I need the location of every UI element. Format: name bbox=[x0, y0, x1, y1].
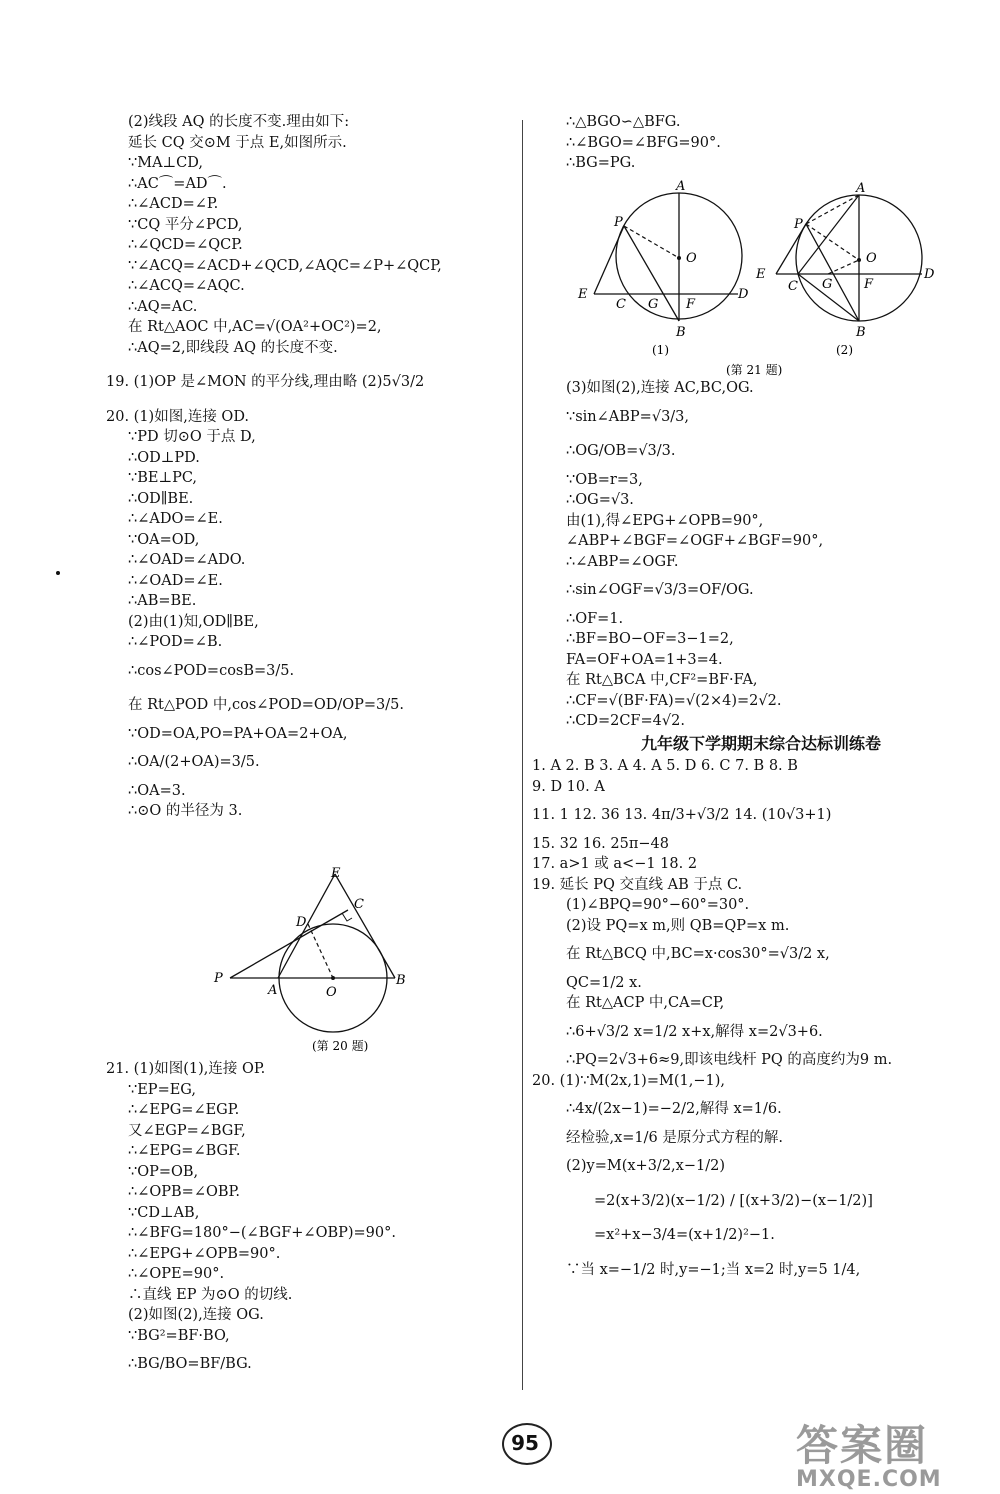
fig20-label-C: C bbox=[354, 897, 364, 912]
text-line: ∴BG=PG. bbox=[566, 155, 636, 171]
text-line: ∴OA/(2+OA)=3/5. bbox=[128, 754, 260, 770]
text-line: =x²+x−3/4=(x+1/2)²−1. bbox=[594, 1227, 775, 1243]
text-line: 延长 CQ 交⊙M 于点 E,如图所示. bbox=[128, 134, 347, 151]
fig21a-label-B: B bbox=[676, 325, 686, 340]
text-line: ∴△BGO∽△BFG. bbox=[566, 114, 681, 130]
figure-21 bbox=[566, 176, 946, 398]
text-line: ∴4x/(2x−1)=−2/2,解得 x=1/6. bbox=[566, 1101, 782, 1117]
answer-line: 11. 1 12. 36 13. 4π/3+√3/2 14. (10√3+1) bbox=[532, 807, 832, 823]
fig21a-label-O: O bbox=[686, 251, 697, 266]
left-column bbox=[106, 112, 508, 822]
text-line: ∵OA=OD, bbox=[128, 531, 200, 548]
text-line: ∴AC⌒=AD⌒. bbox=[128, 175, 227, 192]
answer-21-heading: 21. (1)如图(1),连接 OP. bbox=[106, 1061, 266, 1077]
text-line: ∴∠QCD=∠QCP. bbox=[128, 237, 243, 253]
answer-line: 20. (1)∵M(2x,1)=M(1,−1), bbox=[532, 1072, 725, 1089]
fig21a-label-F: F bbox=[686, 297, 696, 312]
text-line: (3)如图(2),连接 AC,BC,OG. bbox=[566, 380, 754, 396]
column-divider bbox=[522, 120, 523, 1390]
text-line: ∴PQ=2√3+6≈9,即该电线杆 PQ 的高度约为9 m. bbox=[566, 1052, 893, 1068]
fig20-label-D: D bbox=[296, 915, 307, 930]
fig20-label-P: P bbox=[214, 971, 223, 986]
text-line: ∴直线 EP 为⊙O 的切线. bbox=[128, 1286, 293, 1303]
text-line: 又∠EGP=∠BGF, bbox=[128, 1122, 246, 1139]
text-line: ∵PD 切⊙O 于点 D, bbox=[128, 429, 256, 445]
fig21b-label-O: O bbox=[866, 251, 877, 266]
watermark bbox=[796, 1413, 996, 1492]
fig21b-label-P: P bbox=[794, 217, 803, 232]
fig21a-label-A: A bbox=[676, 179, 686, 194]
left-column-q21 bbox=[106, 1059, 508, 1375]
fig21b-label-E: E bbox=[756, 267, 766, 282]
right-column-top bbox=[566, 112, 956, 174]
text-line: ∴6+√3/2 x=1/2 x+x,解得 x=2√3+6. bbox=[566, 1023, 823, 1040]
fig21a-label-D: D bbox=[738, 287, 749, 302]
text-line: ∴OA=3. bbox=[128, 782, 186, 799]
text-line: ∵当 x=−1/2 时,y=−1;当 x=2 时,y=5 1/4, bbox=[566, 1261, 861, 1278]
text-line: ∴OF=1. bbox=[566, 610, 624, 627]
text-line: 由(1),得∠EPG+∠OPB=90°, bbox=[566, 512, 764, 529]
text-line: ∴∠ADO=∠E. bbox=[128, 511, 223, 527]
text-line: (2)由(1)知,OD∥BE, bbox=[128, 613, 259, 630]
text-line: ∴OD⊥PD. bbox=[128, 449, 200, 466]
figure-21-1 bbox=[577, 179, 749, 357]
text-line: ∵MA⊥CD, bbox=[128, 155, 203, 171]
answer-line: 1. A 2. B 3. A 4. A 5. D 6. C 7. B 8. B bbox=[532, 758, 798, 774]
fig21b-label-G: G bbox=[822, 277, 833, 292]
fig20-label-A: A bbox=[268, 983, 278, 998]
text-line: ∴OG=√3. bbox=[566, 492, 634, 508]
text-line: 在 Rt△BCA 中,CF²=BF·FA, bbox=[566, 672, 758, 688]
text-line: ∴OG/OB=√3/3. bbox=[566, 443, 676, 459]
text-line: ∴∠ACD=∠P. bbox=[128, 196, 219, 212]
answer-line: 15. 32 16. 25π−48 bbox=[532, 835, 669, 852]
section-title: 九年级下学期期末综合达标训练卷 bbox=[640, 733, 881, 753]
answer-line: 17. a>1 或 a<−1 18. 2 bbox=[532, 856, 698, 872]
text-line: ∵sin∠ABP=√3/3, bbox=[566, 408, 690, 425]
fig21b-label-C: C bbox=[788, 279, 798, 294]
text-line: ∴AQ=2,即线段 AQ 的长度不变. bbox=[128, 339, 338, 356]
fig20-label-E: E bbox=[331, 866, 341, 881]
text-line: ∵CD⊥AB, bbox=[128, 1204, 200, 1221]
text-line: ∴∠OPB=∠OBP. bbox=[128, 1184, 240, 1200]
text-line: ∴∠OPE=90°. bbox=[128, 1266, 225, 1282]
figure-20 bbox=[200, 860, 430, 1060]
text-line: ∵BE⊥PC, bbox=[128, 470, 198, 486]
text-line: ∴∠EPG=∠EGP. bbox=[128, 1102, 240, 1118]
page-number-text: 95 bbox=[511, 1431, 539, 1455]
text-line: ∴BG/BO=BF/BG. bbox=[128, 1356, 252, 1372]
text-line: ∵OD=OA,PO=PA+OA=2+OA, bbox=[128, 725, 348, 742]
text-line: ∴cos∠POD=cosB=3/5. bbox=[128, 662, 295, 679]
text-line: 在 Rt△BCQ 中,BC=x·cos30°=√3/2 x, bbox=[566, 946, 830, 962]
text-line: ∠ABP+∠BGF=∠OGF+∠BGF=90°, bbox=[566, 533, 824, 549]
text-line: 在 Rt△AOC 中,AC=√(OA²+OC²)=2, bbox=[128, 319, 382, 335]
fig21-caption-1: (1) bbox=[652, 343, 669, 357]
fig21b-label-B: B bbox=[856, 325, 866, 340]
stray-dot bbox=[56, 571, 60, 575]
fig21-caption-2: (2) bbox=[836, 343, 853, 357]
text-line: ∵EP=EG, bbox=[128, 1081, 196, 1098]
answer-line: 9. D 10. A bbox=[532, 778, 605, 795]
text-line: ∴OD∥BE. bbox=[128, 490, 194, 507]
text-line: ∴sin∠OGF=√3/3=OF/OG. bbox=[566, 582, 754, 598]
fig21a-label-G: G bbox=[648, 297, 659, 312]
page-number bbox=[500, 1423, 550, 1463]
answer-line: 19. 延长 PQ 交直线 AB 于点 C. bbox=[532, 876, 743, 893]
text-line: ∴∠BFG=180°−(∠BGF+∠OBP)=90°. bbox=[128, 1225, 396, 1241]
text-line: (2)设 PQ=x m,则 QB=QP=x m. bbox=[566, 917, 790, 934]
text-line: ∴∠ACQ=∠AQC. bbox=[128, 278, 245, 294]
text-line: ∴CD=2CF=4√2. bbox=[566, 713, 685, 729]
text-line: ∵∠ACQ=∠ACD+∠QCD,∠AQC=∠P+∠QCP, bbox=[128, 257, 442, 274]
text-line: FA=OF+OA=1+3=4. bbox=[566, 651, 723, 668]
text-line: ∴BF=BO−OF=3−1=2, bbox=[566, 631, 734, 647]
fig21a-label-C: C bbox=[616, 297, 626, 312]
text-line: (2)如图(2),连接 OG. bbox=[128, 1307, 264, 1323]
text-line: ∴∠POD=∠B. bbox=[128, 634, 223, 650]
fig21a-label-E: E bbox=[578, 287, 588, 302]
text-line: ∴⊙O 的半径为 3. bbox=[128, 803, 243, 819]
fig21b-label-F: F bbox=[864, 277, 874, 292]
fig20-caption: (第 20 题) bbox=[312, 1039, 369, 1053]
text-line: ∴∠OAD=∠E. bbox=[128, 572, 223, 589]
text-line: ∴∠OAD=∠ADO. bbox=[128, 552, 246, 568]
text-line: 经检验,x=1/6 是原分式方程的解. bbox=[566, 1129, 783, 1146]
answer-19: 19. (1)OP 是∠MON 的平分线,理由略 (2)5√3/2 bbox=[106, 374, 425, 390]
text-line: ∵BG²=BF·BO, bbox=[128, 1327, 230, 1344]
text-line: ∴AB=BE. bbox=[128, 593, 197, 609]
text-line: (2)y=M(x+3/2,x−1/2) bbox=[566, 1158, 725, 1174]
text-line: =2(x+3/2)(x−1/2) / [(x+3/2)−(x−1/2)] bbox=[594, 1192, 873, 1209]
fig20-label-B: B bbox=[396, 973, 406, 988]
fig21b-label-A: A bbox=[856, 181, 866, 196]
figure-21-2 bbox=[755, 181, 935, 357]
fig21b-label-D: D bbox=[924, 267, 935, 282]
text-line: ∴AQ=AC. bbox=[128, 298, 198, 315]
watermark-main: 答案圈 bbox=[796, 1421, 929, 1470]
text-line: ∴∠ABP=∠OGF. bbox=[566, 553, 679, 570]
text-line: 在 Rt△POD 中,cos∠POD=OD/OP=3/5. bbox=[128, 697, 404, 713]
text-line: ∴CF=√(BF·FA)=√(2×4)=2√2. bbox=[566, 692, 782, 709]
text-line: QC=1/2 x. bbox=[566, 974, 642, 991]
text-line: ∴∠BGO=∠BFG=90°. bbox=[566, 134, 721, 151]
fig20-label-O: O bbox=[326, 985, 337, 1000]
answer-20-heading: 20. (1)如图,连接 OD. bbox=[106, 408, 250, 425]
text-line: ∵OP=OB, bbox=[128, 1163, 199, 1180]
fig21a-label-P: P bbox=[614, 215, 623, 230]
text-line: ∴∠EPG=∠BGF. bbox=[128, 1143, 241, 1159]
text-line: ∵OB=r=3, bbox=[566, 471, 643, 488]
text-line: (2)线段 AQ 的长度不变.理由如下: bbox=[128, 114, 350, 130]
text-line: ∴∠EPG+∠OPB=90°. bbox=[128, 1245, 281, 1262]
text-line: 在 Rt△ACP 中,CA=CP, bbox=[566, 995, 725, 1011]
text-line: ∵CQ 平分∠PCD, bbox=[128, 216, 243, 233]
right-column-main bbox=[532, 378, 956, 1280]
text-line: (1)∠BPQ=90°−60°=30°. bbox=[566, 897, 750, 913]
watermark-sub: MXQE.COM bbox=[796, 1467, 942, 1492]
fig21-caption: (第 21 题) bbox=[726, 363, 783, 377]
